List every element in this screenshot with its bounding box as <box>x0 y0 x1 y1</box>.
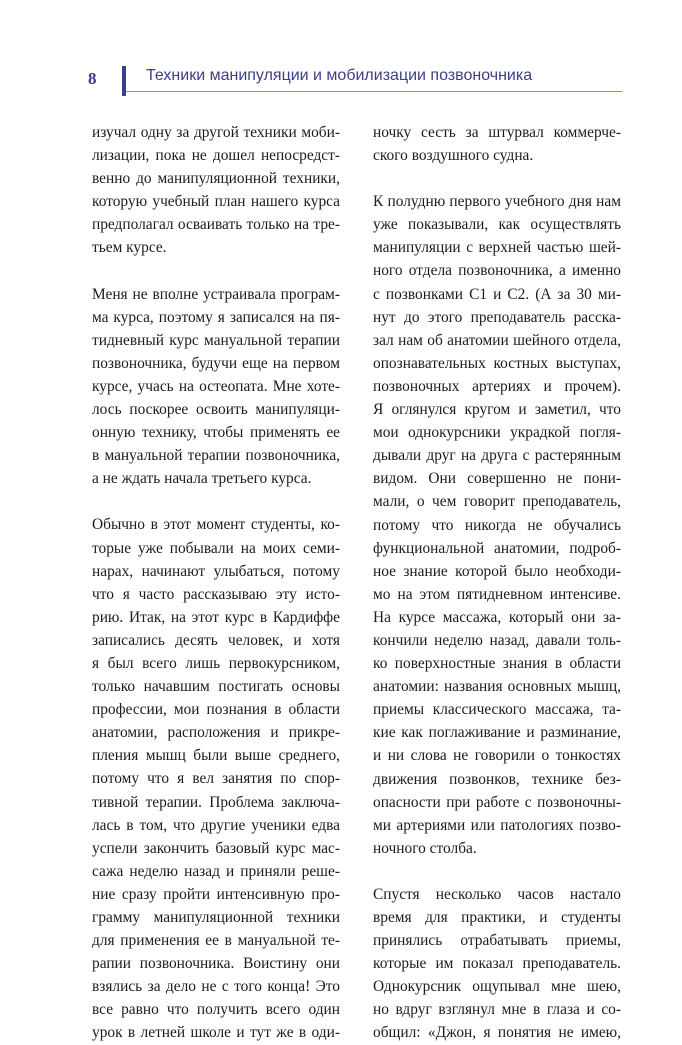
text-line: ко поверхностные знания в области <box>373 655 621 673</box>
text-line: анатомии: названия основных мышц, <box>373 678 621 696</box>
text-line: пления мышц были выше среднего, <box>92 747 340 765</box>
text-line: уже показывали, как осуществлять <box>373 216 621 234</box>
text-line: нут до этого преподаватель расска- <box>373 308 621 326</box>
text-line: изучал одну за другой техники моби- <box>92 124 340 141</box>
text-line: опознавательных костных выступах, <box>373 354 621 372</box>
text-line: которые им показал преподаватель. <box>373 955 621 973</box>
text-line: функциональной анатомии, подроб- <box>373 539 621 557</box>
paragraph-gap <box>373 860 621 883</box>
text-line: принялись отрабатывать приемы, <box>373 932 621 950</box>
text-line: торые уже побывали на моих семи- <box>92 539 340 557</box>
text-line: кончили неделю назад, давали толь- <box>373 631 621 649</box>
text-line: ное знание которой было необходи- <box>373 562 621 580</box>
text-line: с позвонками C1 и C2. (А за 30 ми- <box>373 285 621 303</box>
text-line: рию. Итак, на этот курс в Кардиффе <box>92 608 340 626</box>
running-title: Техники манипуляции и мобилизации позвоночника <box>146 67 533 84</box>
text-line: Спустя несколько часов настало <box>373 885 621 903</box>
text-line: которую учебный план нашего курса <box>92 193 340 211</box>
text-line: для применения ее в мануальной те- <box>92 932 340 950</box>
page-number: 8 <box>88 69 97 88</box>
text-line: потому что я вел занятия по спор- <box>92 770 340 788</box>
text-line: успели закончить базовый курс мас- <box>92 839 340 857</box>
text-line: но вдруг взглянул мне в глаза и со- <box>373 1001 621 1019</box>
text-line: тидневный курс мануальной терапии <box>92 331 340 349</box>
left-column <box>92 121 340 1045</box>
text-line: приемы классического массажа, та- <box>373 701 621 719</box>
text-line: Однокурсник ощупывал мне шею, <box>373 978 621 996</box>
paragraph-gap <box>92 490 340 513</box>
text-line: все равно что получить всего один <box>92 1001 340 1019</box>
text-line: ного отдела позвоночника, а именно <box>373 262 621 280</box>
paragraph-gap <box>373 167 621 190</box>
paragraph <box>92 513 340 1044</box>
text-line: видом. Они совершенно не пони- <box>373 470 621 488</box>
text-line: анатомии, расположения и прикре- <box>92 724 340 742</box>
text-line: опасности при работе с позвоночны- <box>373 793 621 811</box>
right-column <box>373 121 621 1045</box>
text-line: Меня не вполне устраивала програм- <box>92 285 340 303</box>
paragraph <box>373 121 621 167</box>
text-line: рапии позвоночника. Воистину они <box>92 955 340 973</box>
text-line: профессии, мои познания в области <box>92 701 340 719</box>
text-line: позвоночных артериях и прочем). <box>373 377 621 395</box>
text-line: только начавшим постигать основы <box>92 678 340 696</box>
text-line: грамму манипуляционной техники <box>92 909 340 926</box>
text-line: что я часто рассказываю эту исто- <box>92 585 340 603</box>
text-line: На курсе массажа, который они за- <box>373 608 621 626</box>
text-line: К полудню первого учебного дня нам <box>373 193 621 211</box>
text-line: мали, о чем говорит преподаватель, <box>373 493 621 511</box>
text-line: время для практики, и студенты <box>373 909 621 926</box>
text-line: курсе, учась на остеопата. Мне хоте- <box>92 377 340 395</box>
paragraph <box>373 883 621 1045</box>
text-line: лизации, пока не дошел непосредст- <box>92 147 340 165</box>
text-line: Обычно в этот момент студенты, ко- <box>92 516 340 534</box>
text-line: в мануальной терапии позвоночника, <box>92 447 340 465</box>
text-line: движения позвонков, технике без- <box>373 770 621 788</box>
text-line: ночного столба. <box>373 839 477 857</box>
text-line: ние сразу пройти интенсивную про- <box>92 885 340 903</box>
paragraph <box>92 121 340 260</box>
text-line: ского воздушного судна. <box>373 147 534 165</box>
text-line: Я оглянулся кругом и заметил, что <box>373 401 621 419</box>
text-line: ма курса, поэтому я записался на пя- <box>92 308 340 326</box>
text-line: тивной терапии. Проблема заключа- <box>92 793 340 811</box>
text-line: ми артериями или патологиях позво- <box>373 816 621 834</box>
text-line: мои однокурсники украдкой погля- <box>373 424 621 442</box>
text-line: лась в том, что другие ученики едва <box>92 816 340 834</box>
text-line: взялись за дело не с того конца! Это <box>92 978 340 996</box>
text-line: а не ждать начала третьего курса. <box>92 470 312 488</box>
text-line: я был всего лишь первокурсником, <box>92 654 340 672</box>
header-rule <box>126 91 622 92</box>
text-line: лось поскорее освоить манипуляци- <box>92 401 340 419</box>
text-line: урок в летней школе и тут же в оди- <box>92 1024 340 1042</box>
text-line: венно до манипуляционной техники, <box>92 170 340 188</box>
text-line: зал нам об анатомии шейного отдела, <box>373 331 621 349</box>
text-line: кие как поглаживание и разминание, <box>373 724 621 742</box>
text-line: онную технику, чтобы применять ее <box>92 424 340 442</box>
text-line: потому что никогда не обучались <box>373 516 621 534</box>
text-line: мо на этом пятидневном интенсиве. <box>373 585 621 603</box>
text-line: общил: «Джон, я понятия не имею, <box>373 1024 621 1042</box>
text-line: записались десять человек, и хотя <box>92 631 340 649</box>
paragraph <box>373 190 621 860</box>
text-line: сажа неделю назад и приняли реше- <box>92 862 340 880</box>
text-line: позвоночника, будучи еще на первом <box>92 354 340 372</box>
text-line: манипуляции с верхней частью шей- <box>373 239 621 257</box>
text-line: и ни слова не говорили о тонкостях <box>373 747 621 765</box>
text-line: предполагал осваивать только на тре- <box>92 216 340 234</box>
text-line: дывали друг на друга с растерянным <box>373 447 621 465</box>
text-line: тьем курсе. <box>92 239 167 257</box>
text-line: ночку сесть за штурвал коммерче- <box>373 124 621 141</box>
paragraph-gap <box>92 260 340 283</box>
text-line: нарах, начинают улыбаться, потому <box>92 562 340 580</box>
paragraph <box>92 283 340 491</box>
running-header <box>0 0 682 100</box>
